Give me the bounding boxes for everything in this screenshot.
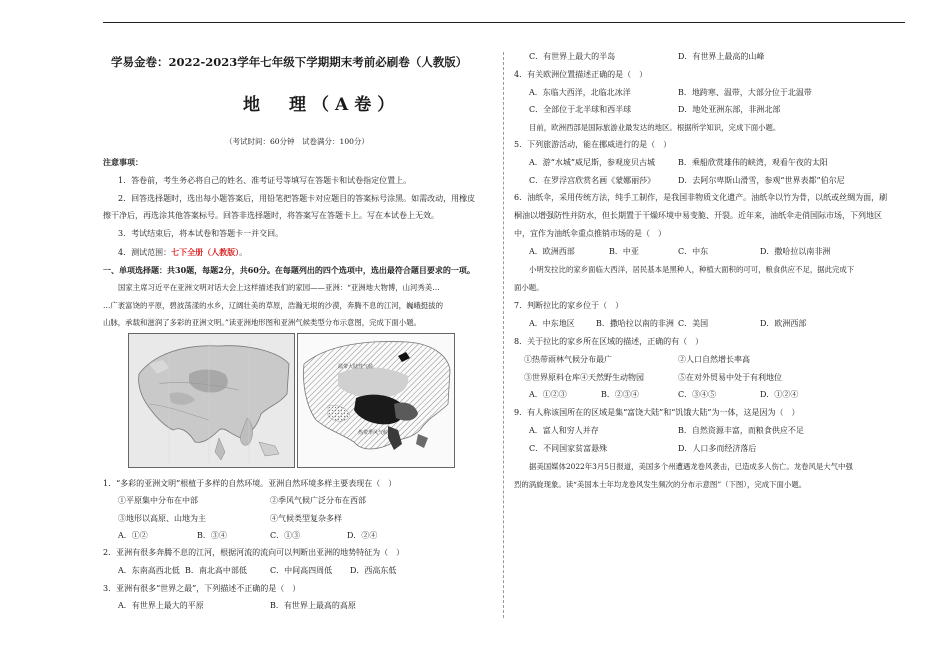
map2-label-temperate: 温带大陆性气候 xyxy=(338,364,374,370)
q1-option-d: D．②④ xyxy=(347,531,378,540)
notice-item-4: 4．测试范围：七下全册（人教版）。 xyxy=(118,247,248,257)
q1-statement-1: ①平原集中分布在中部 xyxy=(118,496,198,505)
q5-option-d: D．去阿尔卑斯山滑雪，参观“世界表都”伯尔尼 xyxy=(678,176,845,185)
notice-heading: 注意事项： xyxy=(103,157,143,167)
q1-option-c: C．①③ xyxy=(270,531,301,540)
q8-statement-1: ①热带雨林气候分布最广 xyxy=(524,355,612,364)
subject-title: 地 理（A卷） xyxy=(243,95,401,115)
q9-option-a: A．富人和穷人并存 xyxy=(529,426,599,435)
q6-stem-line-3: 中，宜作为油纸伞重点推销市场的是（ ） xyxy=(514,229,666,238)
q7-stem: 7．判断拉比的家乡位于（ ） xyxy=(514,301,624,310)
q8-statement-3: ③世界原料仓库④天然野生动物园 xyxy=(524,373,644,382)
q8-option-d: D．①②④ xyxy=(760,390,799,399)
test-scope: 七下全册（人教版） xyxy=(171,247,240,257)
q9-option-c: C．不同国家贫富悬殊 xyxy=(529,444,608,453)
passage7-line-2: 面小题。 xyxy=(514,283,544,292)
column-divider xyxy=(503,52,504,618)
q4-option-d: D．地处亚洲东部，非洲北部 xyxy=(678,105,781,114)
q8-statement-2: ②人口自然增长率高 xyxy=(678,355,750,364)
q8-option-c: C．③④⑤ xyxy=(678,390,717,399)
passage-line-3: 山脉，承载和滋润了多彩的亚洲文明。”读亚洲地形图和亚洲气候类型分布示意图，完成下面小题。 xyxy=(103,318,421,327)
q6-option-b: B．中亚 xyxy=(609,247,639,256)
q5-option-c: C．在罗浮宫欣赏名画《蒙娜丽莎》 xyxy=(529,176,656,185)
q6-option-a: A．欧洲西部 xyxy=(529,247,575,256)
q2-stem: 2．亚洲有很多奔腾不息的江河，根据河流的流向可以判断出亚洲的地势特征为（ ） xyxy=(103,548,405,557)
q9-option-b: B．自然资源丰富，而粮食供应不足 xyxy=(678,426,804,435)
q2-option-c: C．中间高四周低 xyxy=(270,566,333,575)
q4-option-c: C．全部位于北半球和西半球 xyxy=(529,105,632,114)
top-rule xyxy=(103,22,905,23)
q4-option-a: A．东临大西洋，北临北冰洋 xyxy=(529,88,631,97)
q1-option-b: B．③④ xyxy=(197,531,227,540)
q5-option-a: A．游“水城”威尼斯，参观庞贝古城 xyxy=(529,158,655,167)
passage7-line-1: 小明发拉比的家乡面临大西洋，居民基本是黑种人，种植大面积的可可，粮食供应不足，据此完成下 xyxy=(529,265,855,274)
notice-item-3: 3．考试结束后，将本试卷和答题卡一并交回。 xyxy=(118,229,284,238)
q8-option-a: A．①②③ xyxy=(529,390,567,399)
q2-option-a: A．东南高西北低 xyxy=(118,566,180,575)
passage-line-2: …广袤富饶的平原，碧波荡漾的水乡，辽阔壮美的草原，浩瀚无垠的沙漠，奔腾不息的江河，巍峨挺拔的 xyxy=(103,301,443,310)
q3-stem: 3．亚洲有很多“世界之最”，下列描述不正确的是（ ） xyxy=(103,584,301,593)
q1-option-a: A．①② xyxy=(118,531,148,540)
q2-option-d: D．西高东低 xyxy=(350,566,397,575)
passage10-line-1: 据美国媒体2022年3月5日报道，美国多个州遭遇龙卷风袭击，已造成多人伤亡。龙卷风是大气中强 xyxy=(529,462,853,471)
passage-line-1: 国家主席习近平在亚洲文明对话大会上这样描述我们的家园——亚洲：“亚洲地大物博，山河秀美… xyxy=(118,283,440,292)
q8-statement-4: ⑤在对外贸易中处于有利地位 xyxy=(678,373,782,382)
q9-stem: 9．有人称该国所在的区域是集“富饶大陆”和“饥饿大陆”为一体，这是因为（ ） xyxy=(514,408,800,417)
q4-stem: 4．有关欧洲位置描述正确的是（ ） xyxy=(514,70,648,79)
q1-statement-4: ④气候类型复杂多样 xyxy=(270,514,342,523)
q1-stem: 1．“多彩的亚洲文明”根植于多样的自然环境。亚洲自然环境多样主要表现在（ ） xyxy=(103,479,397,488)
q6-stem-line-2: 桐油以增强防性并防水，但长期置于干燥环境中易变脆、开裂。近年来，油纸伞走俏国际市场，下列地区 xyxy=(514,211,882,220)
q1-statement-3: ③地形以高原、山地为主 xyxy=(118,514,206,523)
q7-option-b: B．撒哈拉以南的非洲 xyxy=(596,319,674,328)
q6-option-c: C．中东 xyxy=(678,247,709,256)
q2-option-b: B．南北高中部低 xyxy=(185,566,247,575)
q4-option-b: B．地跨寒、温带，大部分位于北温带 xyxy=(678,88,812,97)
notice-item-1: 1．答卷前，考生务必将自己的姓名、准考证号等填写在答题卡和试卷指定位置上。 xyxy=(118,176,412,185)
q3-option-d: D．有世界上最高的山峰 xyxy=(678,52,765,61)
q3-option-c: C．有世界上最大的半岛 xyxy=(529,52,616,61)
q6-stem-line-1: 6．油纸伞，采用传统方法，纯手工制作，是我国非物质文化遗产。油纸伞以竹为骨，以纸或丝绸为面，刷 xyxy=(514,193,888,202)
q7-option-c: C．美国 xyxy=(678,319,709,328)
asia-climate-map xyxy=(297,333,455,468)
notice-item-2-cont: 擦干净后，再选涂其他答案标号。回答非选择题时，将答案写在答题卡上。写在本试卷上无效。 xyxy=(103,211,439,220)
section-heading: 一、单项选择题：共30题，每题2分，共60分。在每题列出的四个选项中，选出最符合题目要求的一项。 xyxy=(103,265,475,275)
q3-option-a: A．有世界上最大的平原 xyxy=(118,601,204,610)
notice-item-2: 2．回答选择题时，选出每小题答案后，用铅笔把答题卡对应题目的答案标号涂黑。如需改动，用橡皮 xyxy=(118,194,476,203)
q5-intro: 目前，欧洲西部是国际旅游业最发达的地区。根据所学知识，完成下面小题。 xyxy=(529,123,781,132)
q7-option-d: D．欧洲西部 xyxy=(760,319,807,328)
q7-option-a: A．中东地区 xyxy=(529,319,575,328)
q3-option-b: B．有世界上最高的高原 xyxy=(270,601,356,610)
document-title: 学易金卷：2022-2023学年七年级下学期期末考前必刷卷（人教版） xyxy=(111,55,468,69)
asia-terrain-map xyxy=(128,333,295,468)
q9-option-d: D．人口多而经济落后 xyxy=(678,444,757,453)
q8-stem: 8．关于拉比的家乡所在区域的描述，正确的有（ ） xyxy=(514,337,704,346)
exam-info: （考试时间：60分钟 试卷满分：100分） xyxy=(225,137,369,146)
q6-option-d: D．撒哈拉以南非洲 xyxy=(760,247,831,256)
q5-stem: 5．下列旅游活动，能在挪威进行的是（ ） xyxy=(514,140,672,149)
q8-option-b: B．②③④ xyxy=(601,390,639,399)
passage10-line-2: 烈的涡旋现象。读“美国本土年均龙卷风发生频次的分布示意图”（下图），完成下面小题。 xyxy=(514,480,807,489)
q5-option-b: B．乘船欣赏雄伟的峡湾，观看午夜的太阳 xyxy=(678,158,828,167)
map2-label-monsoon: 热带季风气候 xyxy=(358,430,389,436)
q1-statement-2: ②季风气候广泛分布在西部 xyxy=(270,496,366,505)
